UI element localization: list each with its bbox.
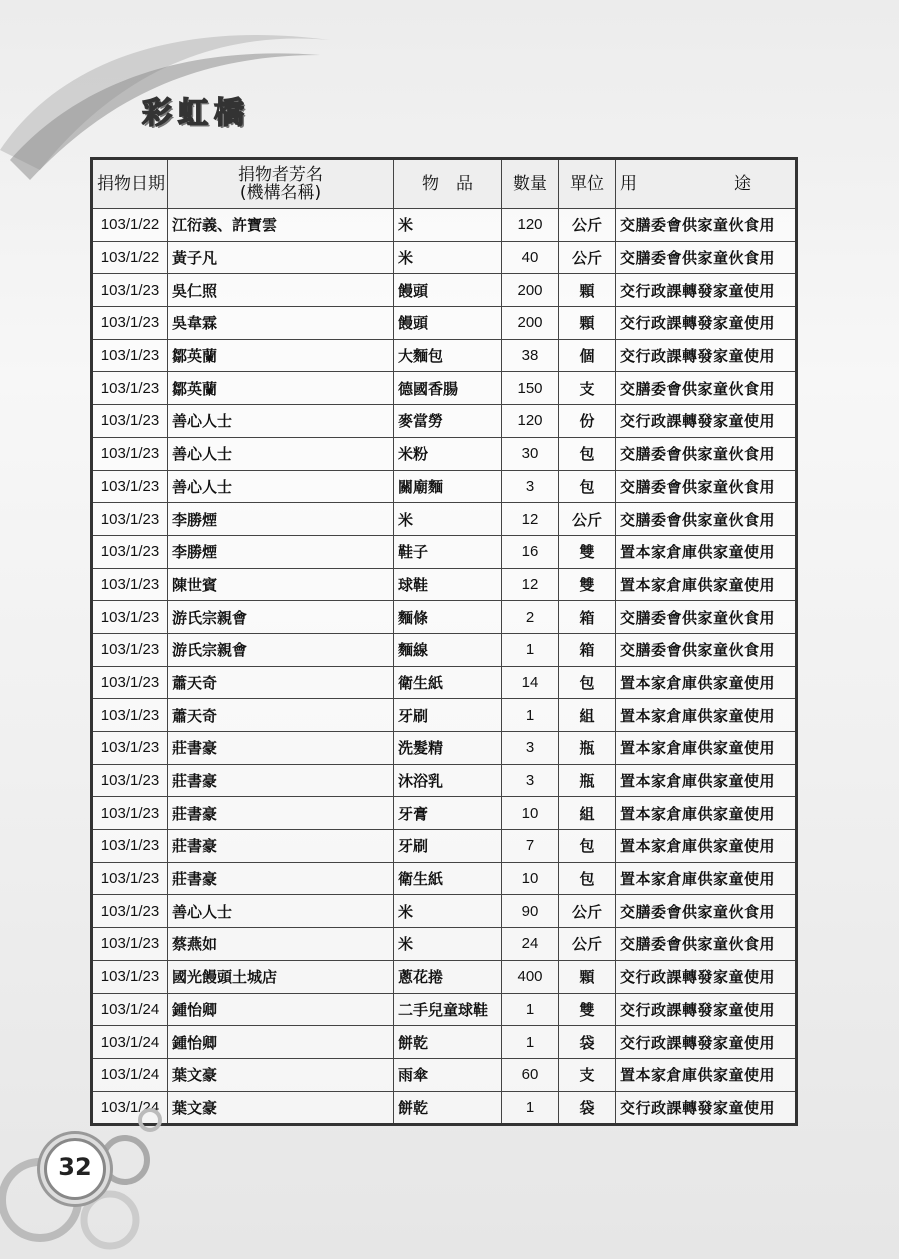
cell-donor: 李勝煙 [168, 535, 394, 568]
cell-unit: 瓶 [559, 732, 616, 765]
cell-item: 米 [394, 241, 502, 274]
table-row [92, 274, 797, 307]
cell-purpose: 置本家倉庫供家童使用 [616, 797, 797, 830]
cell-quantity: 1 [502, 993, 559, 1026]
cell-item: 餅乾 [394, 1026, 502, 1059]
cell-item: 鞋子 [394, 535, 502, 568]
cell-item: 饅頭 [394, 274, 502, 307]
cell-date: 103/1/23 [92, 274, 168, 307]
cell-purpose: 交膳委會供家童伙食用 [616, 895, 797, 928]
cell-date: 103/1/23 [92, 568, 168, 601]
table-header-row [92, 159, 797, 209]
cell-unit: 公斤 [559, 503, 616, 536]
cell-date: 103/1/23 [92, 960, 168, 993]
cell-quantity: 24 [502, 928, 559, 961]
cell-purpose: 交膳委會供家童伙食用 [616, 633, 797, 666]
cell-donor: 游氏宗親會 [168, 601, 394, 634]
table-row [92, 1026, 797, 1059]
cell-date: 103/1/23 [92, 797, 168, 830]
cell-purpose: 交膳委會供家童伙食用 [616, 503, 797, 536]
table-row [92, 470, 797, 503]
cell-quantity: 12 [502, 568, 559, 601]
cell-unit: 箱 [559, 633, 616, 666]
cell-item: 牙刷 [394, 699, 502, 732]
cell-unit: 組 [559, 797, 616, 830]
cell-purpose: 置本家倉庫供家童使用 [616, 732, 797, 765]
cell-unit: 瓶 [559, 764, 616, 797]
cell-unit: 顆 [559, 274, 616, 307]
cell-date: 103/1/23 [92, 535, 168, 568]
cell-unit: 支 [559, 1058, 616, 1091]
table-row [92, 339, 797, 372]
cell-date: 103/1/23 [92, 895, 168, 928]
cell-quantity: 2 [502, 601, 559, 634]
cell-quantity: 38 [502, 339, 559, 372]
header-unit: 單位 [559, 159, 616, 209]
cell-item: 衛生紙 [394, 862, 502, 895]
cell-item: 關廟麵 [394, 470, 502, 503]
cell-purpose: 交膳委會供家童伙食用 [616, 372, 797, 405]
table-row [92, 797, 797, 830]
table-row [92, 535, 797, 568]
header-donor-org: (機構名稱) [239, 183, 322, 203]
cell-unit: 包 [559, 470, 616, 503]
cell-purpose: 交行政課轉發家童使用 [616, 1026, 797, 1059]
cell-unit: 支 [559, 372, 616, 405]
cell-unit: 雙 [559, 568, 616, 601]
cell-item: 米 [394, 503, 502, 536]
cell-date: 103/1/23 [92, 699, 168, 732]
header-donor [168, 159, 394, 209]
cell-donor: 李勝煙 [168, 503, 394, 536]
cell-date: 103/1/23 [92, 405, 168, 438]
cell-quantity: 60 [502, 1058, 559, 1091]
cell-item: 蔥花捲 [394, 960, 502, 993]
cell-item: 麵線 [394, 633, 502, 666]
table-row [92, 568, 797, 601]
cell-quantity: 120 [502, 405, 559, 438]
cell-item: 衛生紙 [394, 666, 502, 699]
cell-item: 雨傘 [394, 1058, 502, 1091]
cell-date: 103/1/23 [92, 666, 168, 699]
cell-donor: 葉文豪 [168, 1058, 394, 1091]
cell-unit: 箱 [559, 601, 616, 634]
cell-quantity: 10 [502, 797, 559, 830]
cell-item: 洗髮精 [394, 732, 502, 765]
cell-item: 沐浴乳 [394, 764, 502, 797]
cell-donor: 善心人士 [168, 895, 394, 928]
cell-date: 103/1/23 [92, 307, 168, 340]
cell-unit: 組 [559, 699, 616, 732]
cell-unit: 包 [559, 437, 616, 470]
cell-unit: 袋 [559, 1026, 616, 1059]
page-number: 32 [58, 1153, 92, 1181]
cell-item: 麥當勞 [394, 405, 502, 438]
cell-donor: 善心人士 [168, 405, 394, 438]
header-purpose: 用 途 [616, 159, 797, 209]
cell-date: 103/1/23 [92, 764, 168, 797]
cell-donor: 游氏宗親會 [168, 633, 394, 666]
cell-purpose: 交行政課轉發家童使用 [616, 274, 797, 307]
cell-purpose: 交行政課轉發家童使用 [616, 405, 797, 438]
table-row [92, 1091, 797, 1125]
cell-purpose: 交行政課轉發家童使用 [616, 1091, 797, 1125]
table-row [92, 307, 797, 340]
cell-item: 牙膏 [394, 797, 502, 830]
cell-donor: 莊書豪 [168, 830, 394, 863]
cell-date: 103/1/24 [92, 1026, 168, 1059]
cell-purpose: 交膳委會供家童伙食用 [616, 209, 797, 242]
cell-purpose: 置本家倉庫供家童使用 [616, 666, 797, 699]
cell-purpose: 交膳委會供家童伙食用 [616, 470, 797, 503]
table-row [92, 666, 797, 699]
cell-unit: 包 [559, 666, 616, 699]
cell-date: 103/1/23 [92, 928, 168, 961]
cell-quantity: 12 [502, 503, 559, 536]
cell-unit: 雙 [559, 535, 616, 568]
cell-quantity: 120 [502, 209, 559, 242]
cell-quantity: 30 [502, 437, 559, 470]
table-row [92, 732, 797, 765]
cell-item: 麵條 [394, 601, 502, 634]
cell-purpose: 交膳委會供家童伙食用 [616, 928, 797, 961]
cell-quantity: 1 [502, 699, 559, 732]
table-row [92, 960, 797, 993]
table-row [92, 437, 797, 470]
cell-date: 103/1/23 [92, 503, 168, 536]
cell-donor: 莊書豪 [168, 862, 394, 895]
table-row [92, 895, 797, 928]
table-row [92, 699, 797, 732]
cell-date: 103/1/23 [92, 732, 168, 765]
cell-quantity: 3 [502, 764, 559, 797]
cell-quantity: 1 [502, 633, 559, 666]
cell-donor: 江衍義、許寶雲 [168, 209, 394, 242]
table-row [92, 503, 797, 536]
cell-donor: 善心人士 [168, 437, 394, 470]
cell-purpose: 置本家倉庫供家童使用 [616, 1058, 797, 1091]
cell-quantity: 7 [502, 830, 559, 863]
header-quantity: 數量 [502, 159, 559, 209]
cell-quantity: 3 [502, 470, 559, 503]
cell-quantity: 1 [502, 1091, 559, 1125]
table-row [92, 405, 797, 438]
cell-donor: 黃子凡 [168, 241, 394, 274]
table-row [92, 372, 797, 405]
cell-quantity: 16 [502, 535, 559, 568]
table-row [92, 601, 797, 634]
cell-item: 牙刷 [394, 830, 502, 863]
cell-item: 二手兒童球鞋 [394, 993, 502, 1026]
cell-donor: 莊書豪 [168, 797, 394, 830]
page-heading: 彩虹橋 [142, 96, 250, 131]
cell-unit: 個 [559, 339, 616, 372]
page-number-badge [44, 1138, 106, 1200]
cell-donor: 鄒英蘭 [168, 372, 394, 405]
cell-date: 103/1/23 [92, 339, 168, 372]
cell-purpose: 交行政課轉發家童使用 [616, 339, 797, 372]
cell-donor: 善心人士 [168, 470, 394, 503]
cell-date: 103/1/23 [92, 601, 168, 634]
cell-quantity: 40 [502, 241, 559, 274]
cell-unit: 公斤 [559, 209, 616, 242]
cell-quantity: 1 [502, 1026, 559, 1059]
table-body [92, 209, 797, 1125]
cell-donor: 陳世賓 [168, 568, 394, 601]
cell-donor: 蕭天奇 [168, 699, 394, 732]
cell-quantity: 90 [502, 895, 559, 928]
cell-purpose: 交膳委會供家童伙食用 [616, 437, 797, 470]
cell-quantity: 200 [502, 307, 559, 340]
cell-quantity: 10 [502, 862, 559, 895]
cell-item: 米 [394, 209, 502, 242]
cell-purpose: 置本家倉庫供家童使用 [616, 535, 797, 568]
cell-unit: 包 [559, 862, 616, 895]
cell-unit: 包 [559, 830, 616, 863]
table-row [92, 830, 797, 863]
table-row [92, 764, 797, 797]
table-row [92, 633, 797, 666]
cell-donor: 鍾怡卿 [168, 993, 394, 1026]
cell-item: 德國香腸 [394, 372, 502, 405]
cell-donor: 莊書豪 [168, 732, 394, 765]
cell-unit: 雙 [559, 993, 616, 1026]
table-row [92, 862, 797, 895]
cell-date: 103/1/23 [92, 862, 168, 895]
cell-donor: 蕭天奇 [168, 666, 394, 699]
cell-item: 饅頭 [394, 307, 502, 340]
cell-quantity: 14 [502, 666, 559, 699]
cell-purpose: 交行政課轉發家童使用 [616, 307, 797, 340]
cell-donor: 葉文豪 [168, 1091, 394, 1125]
cell-date: 103/1/24 [92, 993, 168, 1026]
cell-unit: 袋 [559, 1091, 616, 1125]
cell-unit: 份 [559, 405, 616, 438]
cell-donor: 吳韋霖 [168, 307, 394, 340]
cell-unit: 公斤 [559, 895, 616, 928]
cell-purpose: 置本家倉庫供家童使用 [616, 862, 797, 895]
cell-donor: 吳仁照 [168, 274, 394, 307]
cell-quantity: 200 [502, 274, 559, 307]
cell-quantity: 150 [502, 372, 559, 405]
cell-quantity: 3 [502, 732, 559, 765]
cell-purpose: 交膳委會供家童伙食用 [616, 241, 797, 274]
cell-date: 103/1/22 [92, 241, 168, 274]
cell-date: 103/1/24 [92, 1058, 168, 1091]
table-row [92, 928, 797, 961]
cell-purpose: 交膳委會供家童伙食用 [616, 601, 797, 634]
header-item: 物 品 [394, 159, 502, 209]
cell-date: 103/1/23 [92, 470, 168, 503]
cell-purpose: 交行政課轉發家童使用 [616, 993, 797, 1026]
table-row [92, 241, 797, 274]
cell-purpose: 置本家倉庫供家童使用 [616, 568, 797, 601]
header-date: 捐物日期 [92, 159, 168, 209]
table-row [92, 209, 797, 242]
header-donor-name: 捐物者芳名 [238, 165, 323, 185]
cell-purpose: 置本家倉庫供家童使用 [616, 699, 797, 732]
cell-item: 米 [394, 895, 502, 928]
cell-unit: 顆 [559, 307, 616, 340]
cell-item: 球鞋 [394, 568, 502, 601]
cell-date: 103/1/24 [92, 1091, 168, 1125]
cell-purpose: 置本家倉庫供家童使用 [616, 830, 797, 863]
cell-date: 103/1/23 [92, 437, 168, 470]
cell-date: 103/1/23 [92, 633, 168, 666]
cell-donor: 鍾怡卿 [168, 1026, 394, 1059]
cell-date: 103/1/23 [92, 372, 168, 405]
cell-item: 大麵包 [394, 339, 502, 372]
cell-date: 103/1/22 [92, 209, 168, 242]
cell-item: 米粉 [394, 437, 502, 470]
cell-donor: 國光饅頭土城店 [168, 960, 394, 993]
cell-purpose: 交行政課轉發家童使用 [616, 960, 797, 993]
cell-unit: 公斤 [559, 928, 616, 961]
table-row [92, 993, 797, 1026]
cell-donor: 莊書豪 [168, 764, 394, 797]
cell-unit: 公斤 [559, 241, 616, 274]
cell-purpose: 置本家倉庫供家童使用 [616, 764, 797, 797]
table-row [92, 1058, 797, 1091]
cell-item: 米 [394, 928, 502, 961]
donation-table [90, 157, 798, 1126]
cell-donor: 蔡燕如 [168, 928, 394, 961]
cell-unit: 顆 [559, 960, 616, 993]
cell-item: 餅乾 [394, 1091, 502, 1125]
cell-date: 103/1/23 [92, 830, 168, 863]
cell-donor: 鄒英蘭 [168, 339, 394, 372]
cell-quantity: 400 [502, 960, 559, 993]
